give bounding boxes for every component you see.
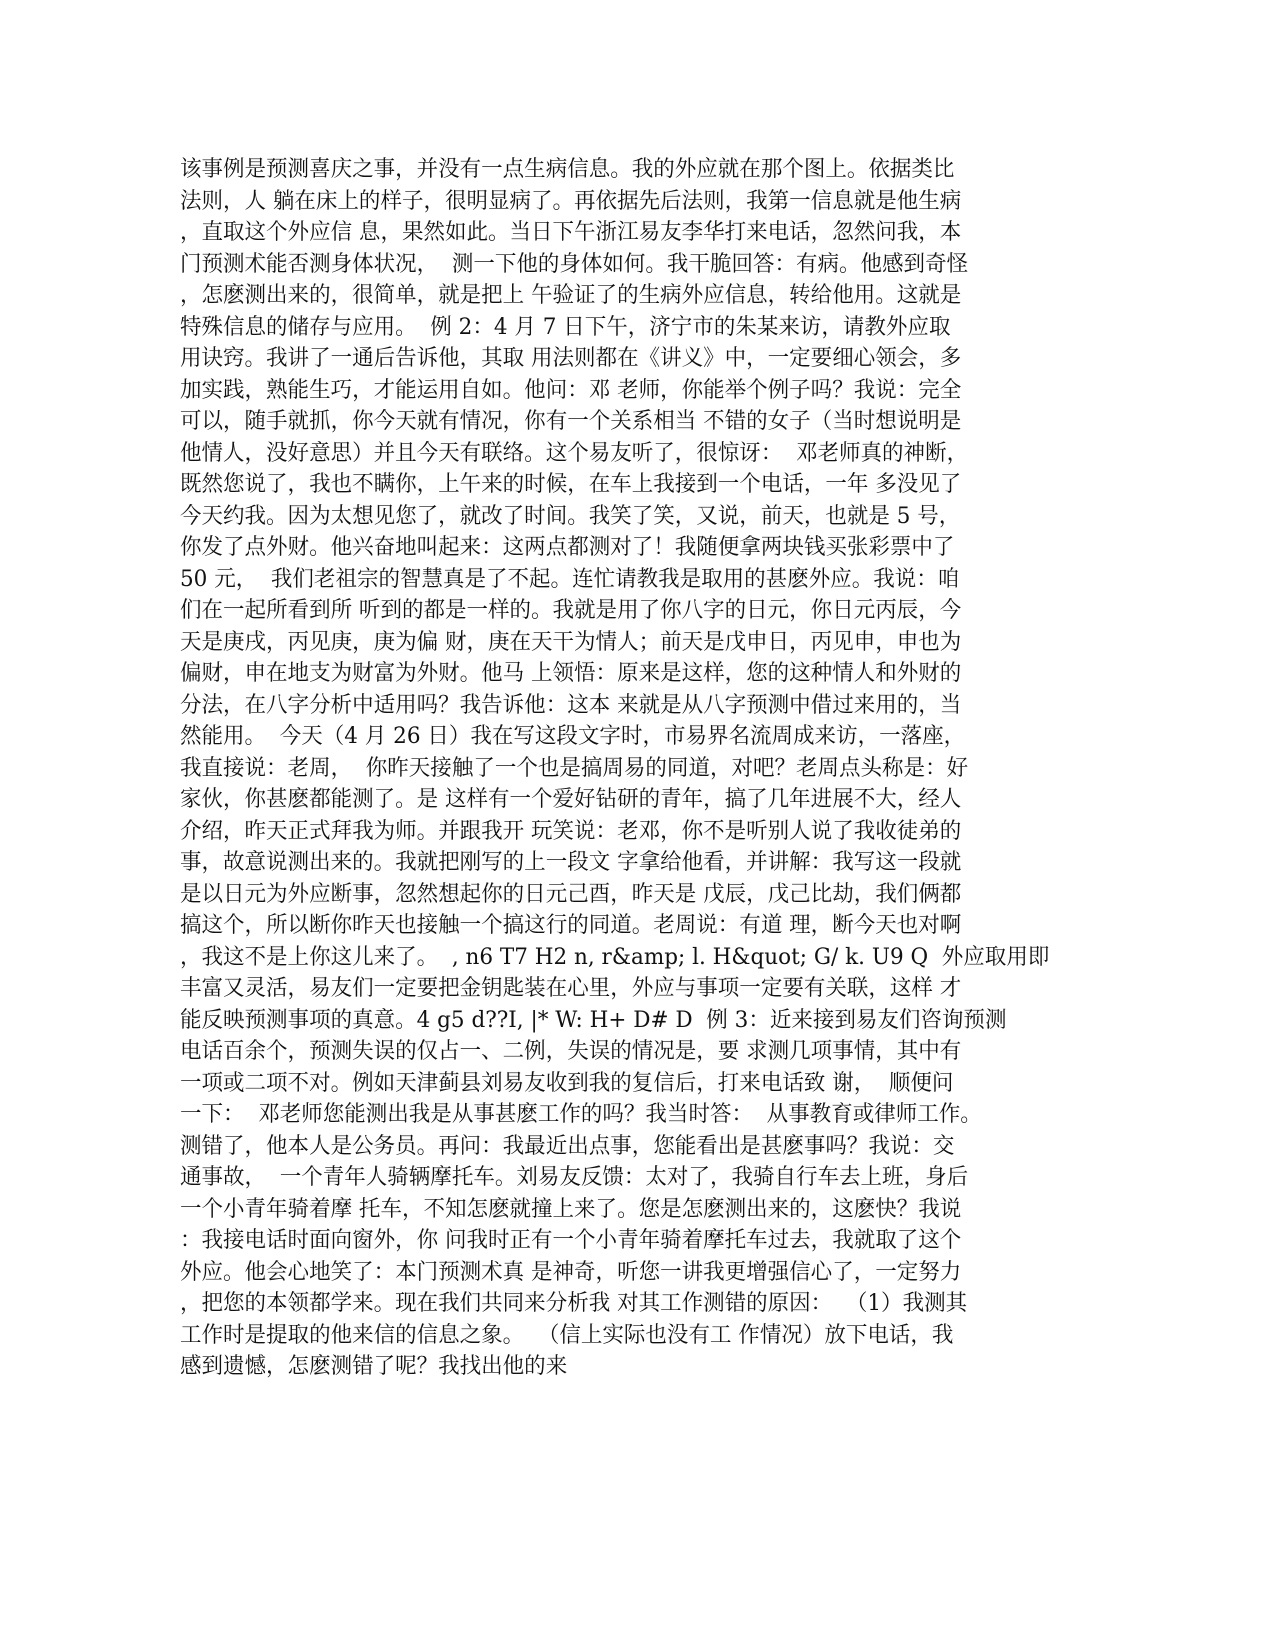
text-line: 是以日元为外应断事，忽然想起你的日元己酉，昨天是 戊辰，戊己比劫，我们俩都 <box>180 881 962 907</box>
text-line: 事，故意说测出来的。我就把刚写的上一段文 字拿给他看，并讲解：我写这一段就 <box>180 850 962 875</box>
text-line: 一个小青年骑着摩 托车，不知怎麽就撞上来了。您是怎麽测出来的，这麽快？我说 <box>180 1196 962 1222</box>
text-line: 偏财，申在地支为财富为外财。他马 上领悟：原来是这样，您的这种情人和外财的 <box>180 661 962 686</box>
text-line: 既然您说了，我也不瞒你，上午来的时候，在车上我接到一个电话，一年 多没见了 <box>180 472 962 497</box>
text-line: 外应。他会心地笑了：本门预测术真 是神奇，听您一讲我更增强信心了，一定努力 <box>180 1259 962 1285</box>
text-line: 感到遗憾，怎麽测错了呢？我找出他的来 <box>180 1354 568 1379</box>
text-line: 分法，在八字分析中适用吗？我告诉他：这本 来就是从八字预测中借过来用的，当 <box>180 692 962 718</box>
text-line: 可以，随手就抓，你今天就有情况，你有一个关系相当 不错的女子（当时想说明是 <box>180 409 962 434</box>
text-line: 今天约我。因为太想见您了，就改了时间。我笑了笑，又说，前天，也就是 5 号， <box>180 503 961 529</box>
text-line: ，直取这个外应信 息，果然如此。当日下午浙江易友李华打来电话，忽然问我，本 <box>180 220 962 245</box>
text-line: 工作时是提取的他来信的信息之象。 （信上实际也没有工 作情况）放下电话，我 <box>180 1322 954 1348</box>
text-line: 特殊信息的储存与应用。 例 2：4 月 7 日下午，济宁市的朱某来访，请教外应取 <box>180 314 951 340</box>
text-line: 丰富又灵活，易友们一定要把金钥匙装在心里，外应与事项一定要有关联，这样 才 <box>180 976 962 1001</box>
text-line: 用诀窍。我讲了一通后告诉他，其取 用法则都在《讲义》中，一定要细心领会，多 <box>180 346 962 371</box>
text-line: 电话百余个，预测失误的仅占一、二例，失误的情况是，要 求测几项事情，其中有 <box>180 1039 962 1064</box>
text-line: 你发了点外财。他兴奋地叫起来：这两点都测对了！我随便拿两块钱买张彩票中了 <box>180 535 955 560</box>
text-line: ：我接电话时面向窗外，你 问我时正有一个小青年骑着摩托车过去，我就取了这个 <box>180 1228 962 1253</box>
text-line: 加实践，熟能生巧，才能运用自如。他问：邓 老师，你能举个例子吗？我说：完全 <box>180 377 962 403</box>
text-line: 法则，人 躺在床上的样子，很明显病了。再依据先后法则，我第一信息就是他生病 <box>180 188 962 214</box>
text-line: 测错了，他本人是公务员。再问：我最近出点事，您能看出是甚麽事吗？我说：交 <box>180 1133 955 1159</box>
text-line: 50 元， 我们老祖宗的智慧真是了不起。连忙请教我是取用的甚麽外应。我说：咱 <box>180 566 960 592</box>
text-line: 一下： 邓老师您能测出我是从事甚麽工作的吗？我当时答： 从事教育或律师工作。 <box>180 1102 982 1127</box>
text-line: 门预测术能否测身体状况， 测一下他的身体如何。我干脆回答：有病。他感到奇怪 <box>180 251 969 277</box>
text-line: 介绍，昨天正式拜我为师。并跟我开 玩笑说：老邓，你不是听别人说了我收徒弟的 <box>180 818 962 844</box>
document-body-text <box>180 154 1080 1383</box>
text-line: ，把您的本领都学来。现在我们共同来分析我 对其工作测错的原因： （1）我测其 <box>180 1291 968 1316</box>
text-line: 他情人，没好意思）并且今天有联络。这个易友听了，很惊讶： 邓老师真的神断， <box>180 440 969 466</box>
text-line: 们在一起所看到所 听到的都是一样的。我就是用了你八字的日元，你日元丙辰，今 <box>180 598 962 623</box>
text-line: 然能用。 今天（4 月 26 日）我在写这段文字时，市易界名流周成来访，一落座， <box>180 724 966 749</box>
text-line: ，我这不是上你这儿来了。 , n6 T7 H2 n, r&amp; l. H&quot; G/ k. U9 Q 外应取用即 <box>180 944 1050 970</box>
text-line: 天是庚戌，丙见庚，庚为偏 财，庚在天干为情人；前天是戊申日，丙见申，申也为 <box>180 629 962 655</box>
text-line: 搞这个，所以断你昨天也接触一个搞这行的同道。老周说：有道 理，断今天也对啊 <box>180 913 962 938</box>
text-line: 家伙，你甚麽都能测了。是 这样有一个爱好钻研的青年，搞了几年进展不大，经人 <box>180 787 962 812</box>
text-line: 我直接说：老周， 你昨天接触了一个也是搞周易的同道，对吧？老周点头称是：好 <box>180 755 969 781</box>
text-line: 该事例是预测喜庆之事，并没有一点生病信息。我的外应就在那个图上。依据类比 <box>180 157 955 182</box>
text-line: 通事故， 一个青年人骑辆摩托车。刘易友反馈：太对了，我骑自行车去上班，身后 <box>180 1165 969 1190</box>
text-line: 一项或二项不对。例如天津蓟县刘易友收到我的复信后，打来电话致 谢， 顺便问 <box>180 1070 954 1096</box>
text-line: 能反映预测事项的真意。4 g5 d??I, |* W: H+ D# D 例 3：近来接到易友们咨询预测 <box>180 1007 1007 1033</box>
text-line: ，怎麽测出来的，很简单，就是把上 午验证了的生病外应信息，转给他用。这就是 <box>180 283 962 308</box>
